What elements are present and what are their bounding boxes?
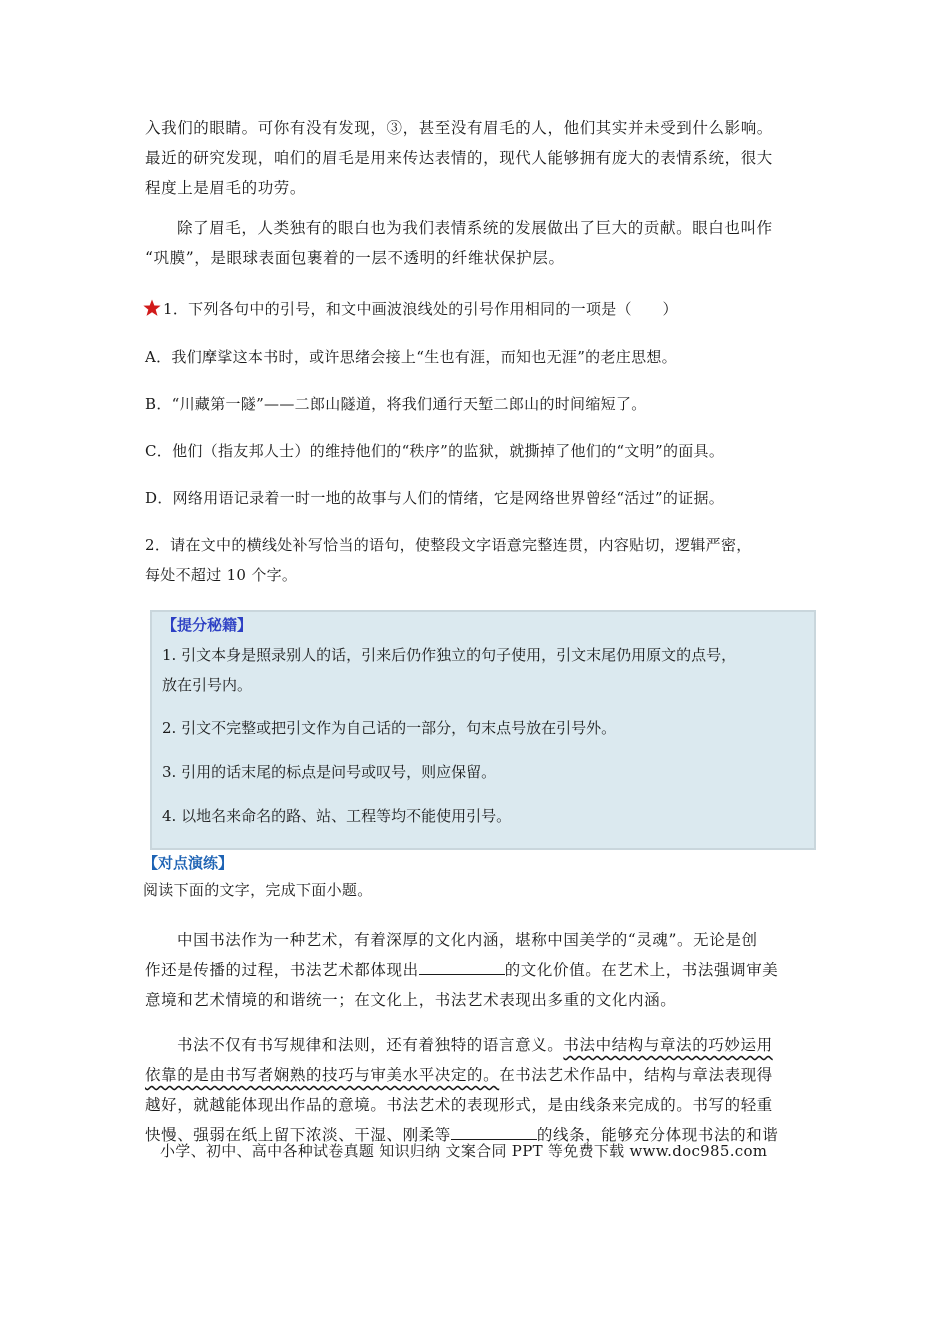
practice-text: 在书法艺术作品中，结构与章法表现得 [499,1066,773,1084]
option-b: B．“川藏第一隧”——二郎山隧道，将我们通行天堑二郎山的时间缩短了。 [145,395,647,413]
practice-text: 作还是传播的过程，书法艺术都体现出 [145,961,419,979]
passage-line: 入我们的眼睛。可你有没有发现，③，甚至没有眉毛的人，他们其实并未受到什么影响。 [145,119,773,137]
practice-text: 的线条，能够充分体现书法的和谐 [536,1126,779,1144]
practice-text: 书法不仅有书写规律和法则，还有着独特的语言意义。 [177,1036,564,1054]
practice-text: 快慢、强弱在纸上留下浓淡、干湿、刚柔等 [145,1126,451,1144]
passage-line: “巩膜”，是眼球表面包裹着的一层不透明的纤维状保护层。 [145,249,565,267]
question-2-line: 每处不超过 10 个字。 [145,566,298,584]
option-c: C．他们（指友邦人士）的维持他们的“秩序”的监狱，就撕掉了他们的“文明”的面具。 [145,442,725,460]
page-footer: 小学、初中、高中各种试卷真题 知识归纳 文案合同 PPT 等免费下载 www.doc985.com [160,1142,768,1160]
passage-line: 除了眉毛，人类独有的眼白也为我们表情系统的发展做出了巨大的贡献。眼白也叫作 [177,219,773,237]
passage-line: 最近的研究发现，咱们的眉毛是用来传达表情的，现代人能够拥有庞大的表情系统，很大 [145,149,773,167]
option-d: D．网络用语记录着一时一地的故事与人们的情绪，它是网络世界曾经“活过”的证据。 [145,489,725,507]
fill-blank [451,1125,537,1140]
tip-item: 2. 引文不完整或把引文作为自己话的一部分，句末点号放在引号外。 [162,719,617,737]
question-1-text: 1．下列各句中的引号，和文中画波浪线处的引号作用相同的一项是（ ） [163,300,678,318]
wavy-underlined-text: 书法中结构与章法的巧妙运用 [563,1036,773,1054]
fill-blank [419,960,505,975]
practice-line: 越好，就越能体现出作品的意境。书法艺术的表现形式，是由线条来完成的。书写的轻重 [145,1096,773,1114]
practice-line [145,955,805,985]
option-a: A．我们摩挲这本书时，或许思绪会接上“生也有涯，而知也无涯”的老庄思想。 [145,348,677,366]
tip-item: 放在引号内。 [162,676,253,694]
practice-line: 中国书法作为一种艺术，有着深厚的文化内涵，堪称中国美学的“灵魂”。无论是创 [177,931,758,949]
tip-item: 3. 引用的话末尾的标点是问号或叹号，则应保留。 [162,763,497,781]
practice-line: 意境和艺术情境的和谐统一；在文化上，书法艺术表现出多重的文化内涵。 [145,991,677,1009]
passage-line: 程度上是眉毛的功劳。 [145,179,307,197]
practice-title: 【对点演练】 [143,854,234,872]
tips-box [150,610,816,850]
practice-text: 的文化价值。在艺术上，书法强调审美 [504,961,779,979]
question-1 [143,294,803,324]
tips-title: 【提分秘籍】 [162,616,253,634]
tip-item: 1. 引文本身是照录别人的话，引来后仍作独立的句子使用，引文末尾仍用原文的点号， [162,646,737,664]
practice-line [145,1060,805,1090]
tip-item: 4. 以地名来命名的路、站、工程等均不能使用引号。 [162,807,512,825]
star-icon [143,299,161,317]
question-2-line: 2．请在文中的横线处补写恰当的语句，使整段文字语意完整连贯，内容贴切，逻辑严密， [145,536,752,554]
wavy-underlined-text: 依靠的是由书写者娴熟的技巧与审美水平决定的。 [145,1066,500,1084]
practice-instruction: 阅读下面的文字，完成下面小题。 [143,881,373,899]
practice-line [145,1030,805,1060]
